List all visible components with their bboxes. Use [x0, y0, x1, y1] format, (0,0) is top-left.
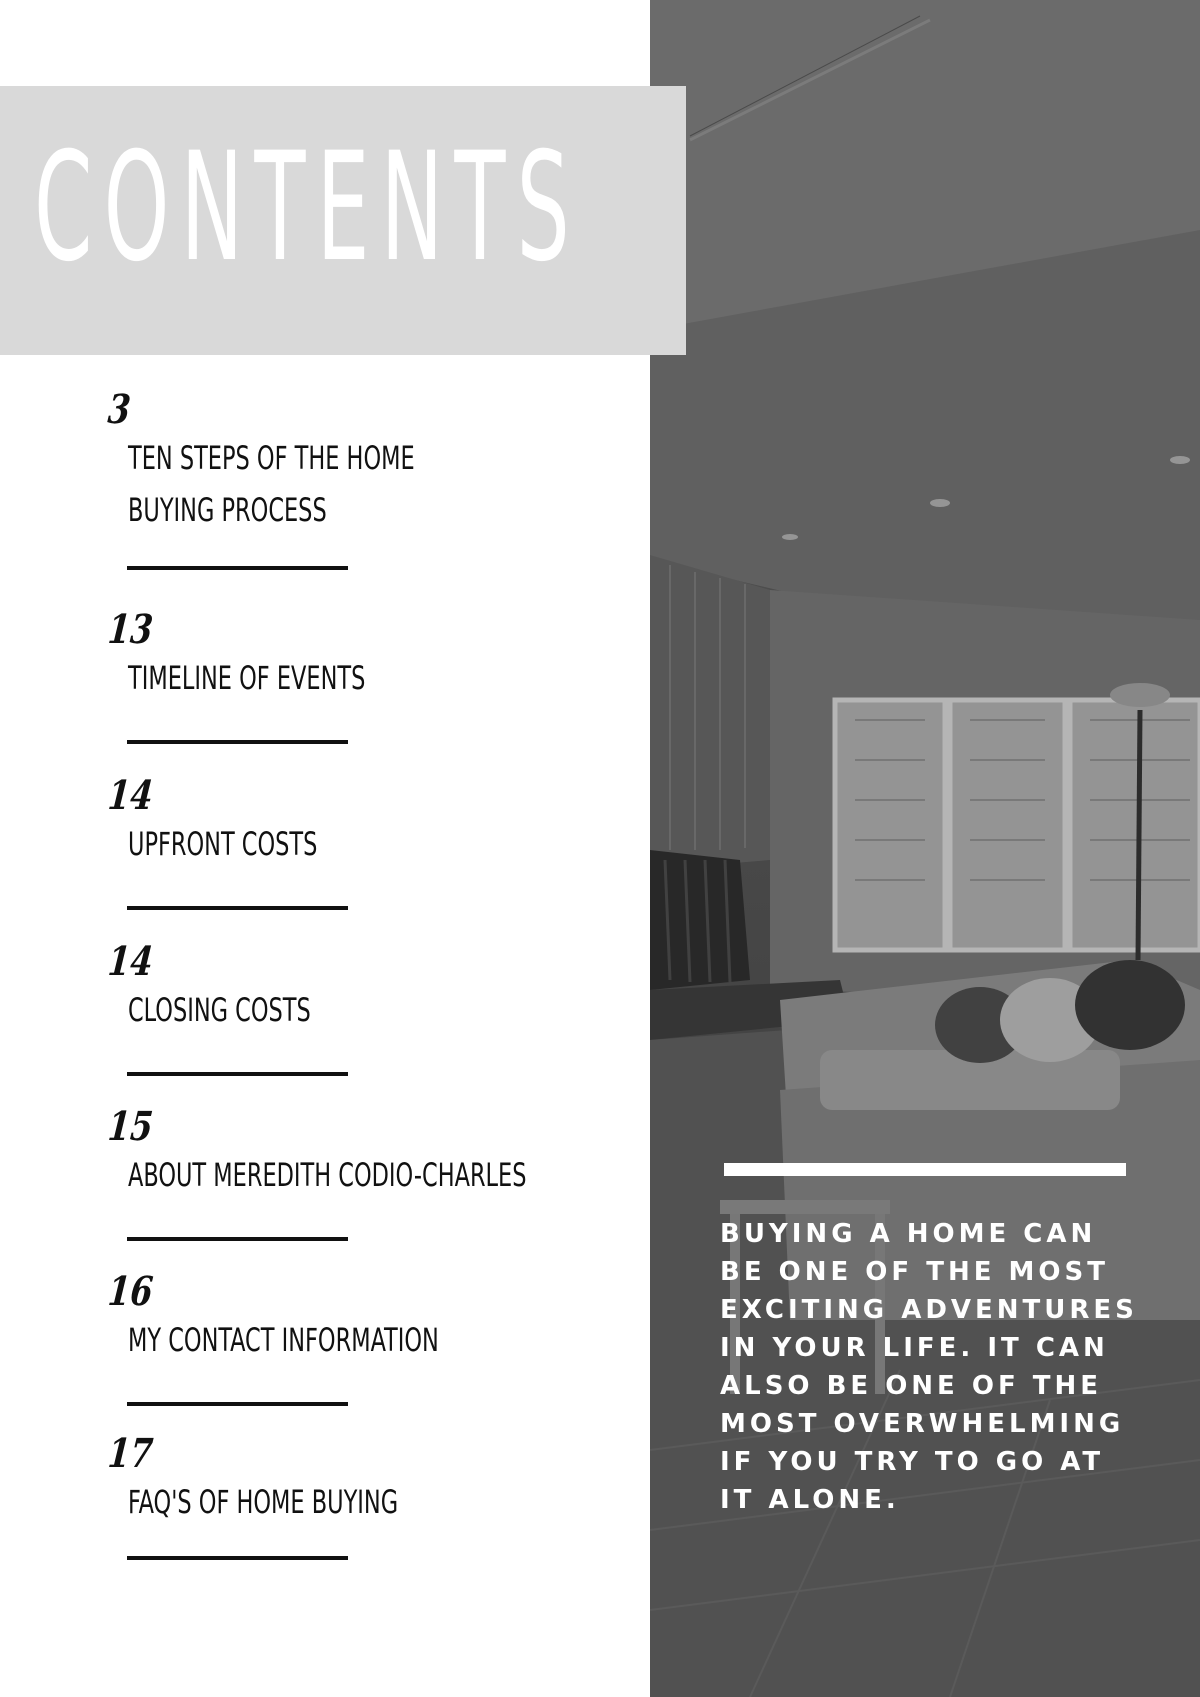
toc-divider	[127, 1072, 348, 1076]
toc-divider	[127, 906, 348, 910]
toc-page-number: 3	[106, 386, 133, 433]
toc-label-line: CLOSING COSTS	[128, 991, 311, 1029]
toc-page-number: 17	[106, 1430, 155, 1477]
toc-label	[128, 1314, 534, 1366]
toc-page-number: 13	[106, 606, 155, 653]
toc-divider	[127, 566, 348, 570]
toc-label-line: FAQ'S OF HOME BUYING	[128, 1483, 399, 1521]
toc-label-line: UPFRONT COSTS	[128, 825, 318, 863]
toc-divider	[127, 740, 348, 744]
intro-quote: BUYING A HOME CAN BE ONE OF THE MOST EXCITING ADVENTURES IN YOUR LIFE. IT CAN ALSO BE ONE OF THE MOST OVERWHELMING IF YOU TRY TO GO AT IT ALONE.	[720, 1219, 1138, 1515]
toc-page-number: 15	[106, 1103, 155, 1150]
toc-divider	[127, 1402, 348, 1406]
toc-label-line: TIMELINE OF EVENTS	[128, 659, 366, 697]
living-room-photo	[650, 0, 1200, 1697]
toc-divider	[127, 1237, 348, 1241]
toc-label	[128, 1149, 534, 1201]
quote-divider	[724, 1163, 1126, 1176]
toc-divider	[127, 1556, 348, 1560]
toc-label	[128, 1476, 534, 1528]
toc-label-line: ABOUT MEREDITH CODIO-CHARLES	[128, 1156, 527, 1194]
toc-label-line: TEN STEPS OF THE HOME	[128, 439, 415, 477]
page-title: CONTENTS	[34, 121, 581, 295]
toc-label	[128, 652, 534, 704]
toc-label	[128, 432, 534, 536]
toc-page-number: 16	[106, 1268, 155, 1315]
toc-page-number: 14	[106, 772, 155, 819]
toc-page-number: 14	[106, 938, 155, 985]
toc-label	[128, 984, 534, 1036]
toc-label-line: MY CONTACT INFORMATION	[128, 1321, 439, 1359]
toc-label	[128, 818, 534, 870]
toc-label-line: BUYING PROCESS	[128, 491, 327, 529]
